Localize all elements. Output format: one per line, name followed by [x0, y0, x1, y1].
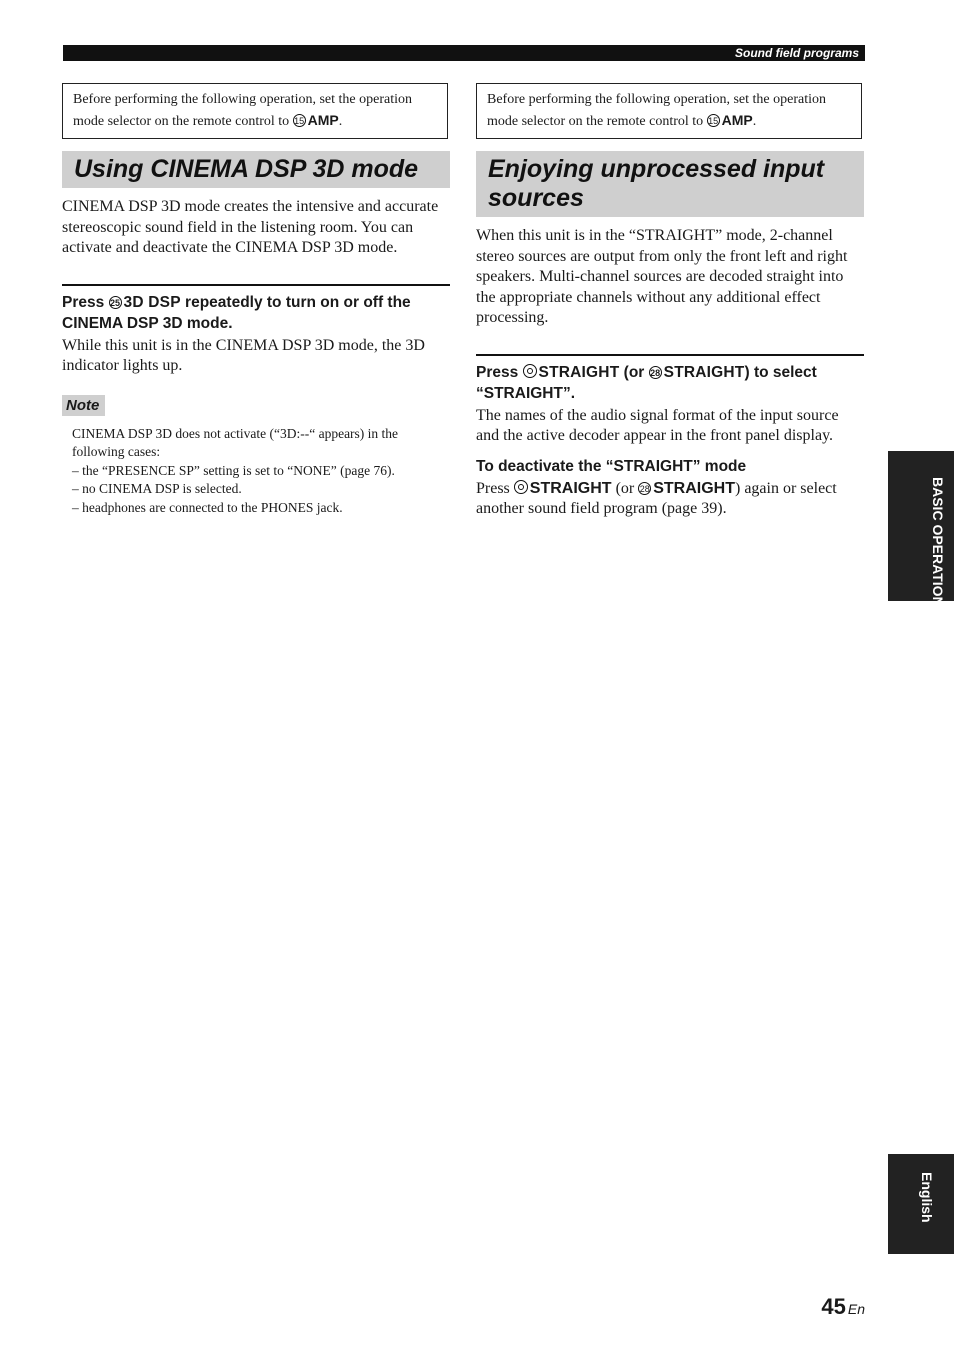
step-press: Press: [62, 293, 109, 311]
deactivate-body: [476, 479, 864, 520]
key-number-icon: 25: [110, 297, 121, 308]
straight-button-icon: [514, 480, 528, 494]
notice-text: Before performing the following operation, set the operation mode selector on the remote control to: [487, 92, 827, 129]
key-number-icon: 15: [708, 116, 719, 126]
step-instruction: [62, 284, 450, 334]
deactivate-or: (or: [611, 479, 639, 497]
step-body: While this unit is in the CINEMA DSP 3D mode, the 3D indicator lights up.: [62, 336, 425, 374]
section-side-tab-label: BASIC OPERATION: [930, 477, 946, 607]
section-heading: Enjoying unprocessed input sources: [476, 151, 864, 217]
deactivate-rest: ) again or select another sound field program (page 39).: [476, 479, 837, 517]
step-or: (or: [619, 363, 649, 381]
notice-box: [62, 83, 448, 139]
deactivate-heading: To deactivate the “STRAIGHT” mode: [476, 457, 747, 475]
key-number-icon: 28: [650, 367, 661, 378]
page-number-value: 45: [821, 1294, 846, 1319]
step-instruction: [476, 354, 864, 404]
notice-text: Before performing the following operation, set the operation mode selector on the remote control to: [73, 92, 413, 129]
section-side-tab: [888, 451, 954, 607]
language-side-tab: [888, 1154, 954, 1254]
key-number-icon: 28: [639, 483, 650, 494]
deactivate-press: Press: [476, 479, 514, 497]
key-label: STRAIGHT: [529, 479, 612, 497]
note-line: – the “PRESENCE SP” setting is set to “NONE” (page 76).: [72, 462, 395, 478]
key-label: AMP: [721, 112, 753, 128]
key-label: STRAIGHT: [653, 479, 735, 497]
intro-paragraph: CINEMA DSP 3D mode creates the intensive and accurate stereoscopic sound field in the listening room. You can activate and deactivate the CINEMA DSP 3D mode.: [62, 198, 439, 256]
key-label: STRAIGHT: [538, 363, 620, 381]
notice-text-end: .: [752, 114, 757, 129]
key-number-icon: 15: [294, 116, 305, 126]
intro-paragraph: When this unit is in the “STRAIGHT” mode, 2-channel stereo sources are output from only the front left and right speakers. Multi-channel sources are decoded straight into the appropriate channels without any additional effect processing.: [476, 227, 848, 326]
step-body: The names of the audio signal format of the input source and the active decoder appear in the front panel display.: [476, 406, 839, 444]
header-bar: [63, 45, 865, 61]
key-label: STRAIGHT: [663, 363, 745, 381]
step-rest: ) to select “STRAIGHT”.: [476, 363, 817, 402]
note-label: Note: [62, 395, 105, 416]
page-lang: En: [847, 1301, 865, 1317]
right-column: [476, 83, 864, 520]
key-label: AMP: [307, 112, 339, 128]
note-line: CINEMA DSP 3D does not activate (“3D:--“ appears) in the following cases:: [72, 425, 399, 459]
language-side-tab-label: English: [919, 1172, 935, 1223]
notice-text-end: .: [338, 114, 343, 129]
step-press: Press: [476, 363, 523, 381]
note-line: – no CINEMA DSP is selected.: [72, 481, 242, 496]
note-body: [72, 425, 450, 518]
left-column: [62, 83, 450, 517]
notice-box: [476, 83, 862, 139]
note-line: – headphones are connected to the PHONES jack.: [72, 499, 343, 515]
section-title: Sound field programs: [734, 46, 859, 60]
step-rest: repeatedly to turn on or off the CINEMA DSP 3D mode.: [62, 293, 411, 332]
straight-button-icon: [523, 364, 537, 378]
page-number: [821, 1294, 865, 1320]
key-label: 3D DSP: [123, 293, 181, 311]
section-heading: Using CINEMA DSP 3D mode: [62, 151, 450, 188]
